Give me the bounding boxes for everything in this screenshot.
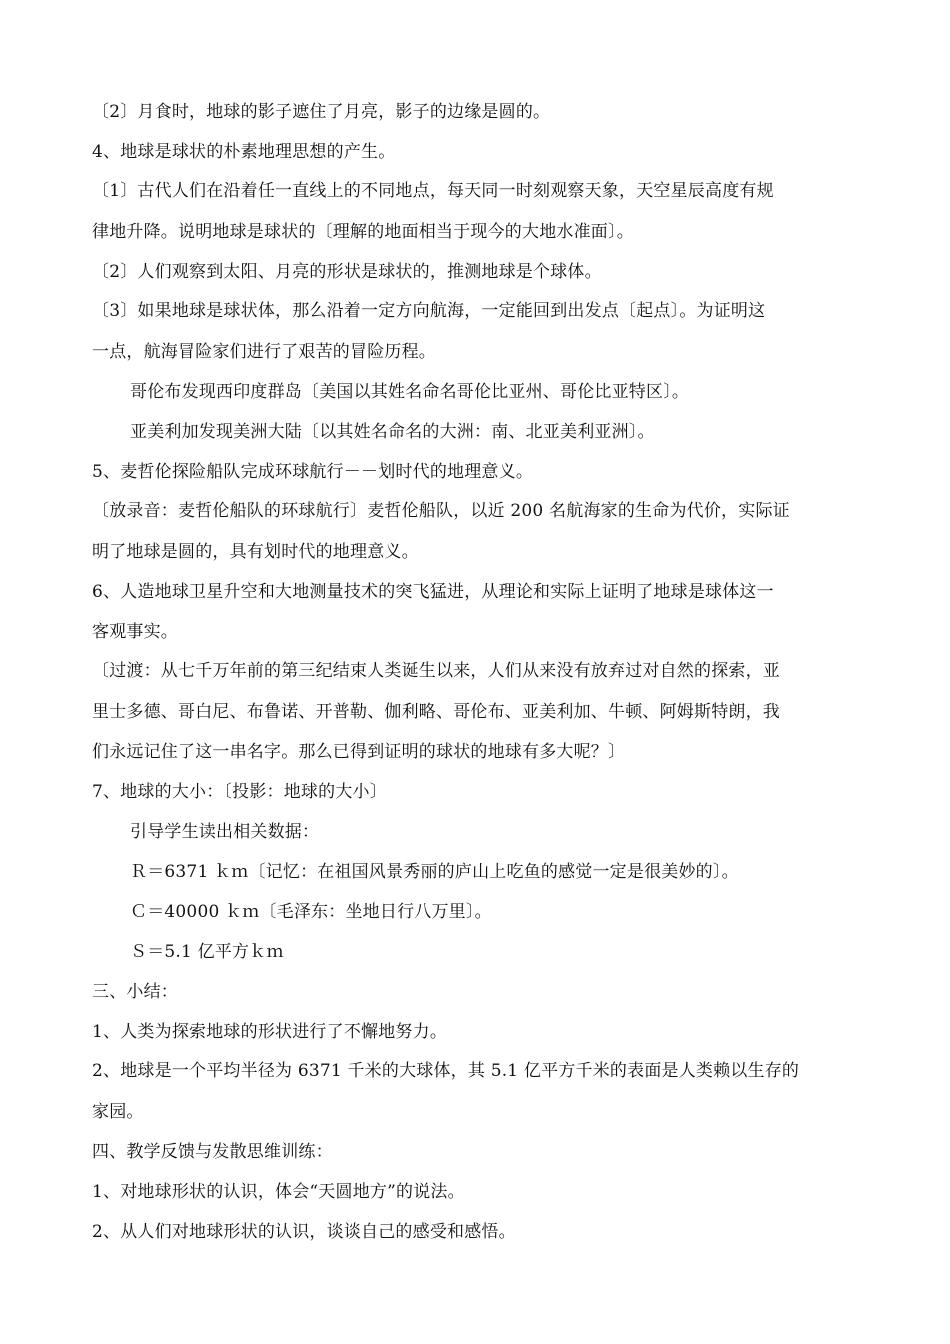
text-line-lunar-eclipse: 〔2〕月食时，地球的影子遮住了月亮，影子的边缘是圆的。 [92, 102, 551, 122]
text-line-transition-a: 〔过渡：从七千万年前的第三纪结束人类诞生以来，人们从来没有放弃过对自然的探索，亚 [92, 661, 780, 681]
heading-6-satellite-a: 6、人造地球卫星升空和大地测量技术的突飞猛进，从理论和实际上证明了地球是球体这一 [92, 582, 774, 602]
text-line-transition-b: 里士多德、哥白尼、布鲁诺、开普勒、伽利略、哥伦布、亚美利加、牛顿、阿姆斯特朗，我 [92, 702, 780, 722]
heading-4-feedback: 四、教学反馈与发散思维训练： [92, 1142, 333, 1162]
text-line-summary-1: 1、人类为探索地球的形状进行了不懈地努力。 [92, 1022, 448, 1042]
text-line-amerigo: 亚美利加发现美洲大陆〔以其姓名命名的大洲：南、北亚美利亚洲〕。 [130, 422, 655, 442]
text-line-surface-area: Ｓ＝5.1 亿平方ｋｍ [130, 942, 284, 962]
text-line-circumference: Ｃ＝40000 ｋｍ〔毛泽东：坐地日行八万里〕。 [130, 902, 492, 922]
text-line-observation-1a: 〔1〕古代人们在沿着任一直线上的不同地点，每天同一时刻观察天象，天空星辰高度有规 [92, 181, 774, 201]
heading-3-summary: 三、小结： [92, 982, 178, 1002]
text-line-observation-2: 〔2〕人们观察到太阳、月亮的形状是球状的，推测地球是个球体。 [92, 262, 602, 282]
text-line-satellite-b: 客观事实。 [92, 622, 178, 642]
heading-7-earth-size: 7、地球的大小：〔投影：地球的大小〕 [92, 782, 387, 802]
heading-5-magellan: 5、麦哲伦探险船队完成环球航行－－划时代的地理意义。 [92, 462, 534, 482]
text-line-radius: Ｒ＝6371 ｋｍ〔记忆：在祖国风景秀丽的庐山上吃鱼的感觉一定是很美妙的〕。 [130, 862, 739, 882]
text-line-navigation-3a: 〔3〕如果地球是球状体，那么沿着一定方向航海，一定能回到出发点〔起点〕。为证明这 [92, 301, 766, 321]
text-line-magellan-b: 明了地球是圆的，具有划时代的地理意义。 [92, 542, 419, 562]
text-line-feedback-2: 2、从人们对地球形状的认识，谈谈自己的感受和感悟。 [92, 1222, 516, 1242]
text-line-summary-2a: 2、地球是一个平均半径为 6371 千米的大球体，其 5.1 亿平方千米的表面是人类赖以生存的 [92, 1061, 800, 1081]
heading-4-origin-of-spherical-idea: 4、地球是球状的朴素地理思想的产生。 [92, 142, 396, 162]
text-line-magellan-a: 〔放录音：麦哲伦船队的环球航行〕麦哲伦船队，以近 200 名航海家的生命为代价，实际证 [92, 501, 790, 521]
text-line-observation-1b: 律地升降。说明地球是球状的〔理解的地面相当于现今的大地水准面〕。 [92, 222, 634, 242]
text-line-feedback-1: 1、对地球形状的认识，体会“天圆地方”的说法。 [92, 1182, 465, 1202]
text-line-transition-c: 们永远记住了这一串名字。那么已得到证明的球状的地球有多大呢？〕 [92, 742, 626, 762]
text-line-guide-students: 引导学生读出相关数据： [130, 822, 320, 842]
text-line-navigation-3b: 一点，航海冒险家们进行了艰苦的冒险历程。 [92, 342, 436, 362]
text-line-summary-2b: 家园。 [92, 1102, 144, 1122]
text-line-columbus: 哥伦布发现西印度群岛〔美国以其姓名命名哥伦比亚州、哥伦比亚特区〕。 [130, 382, 690, 402]
